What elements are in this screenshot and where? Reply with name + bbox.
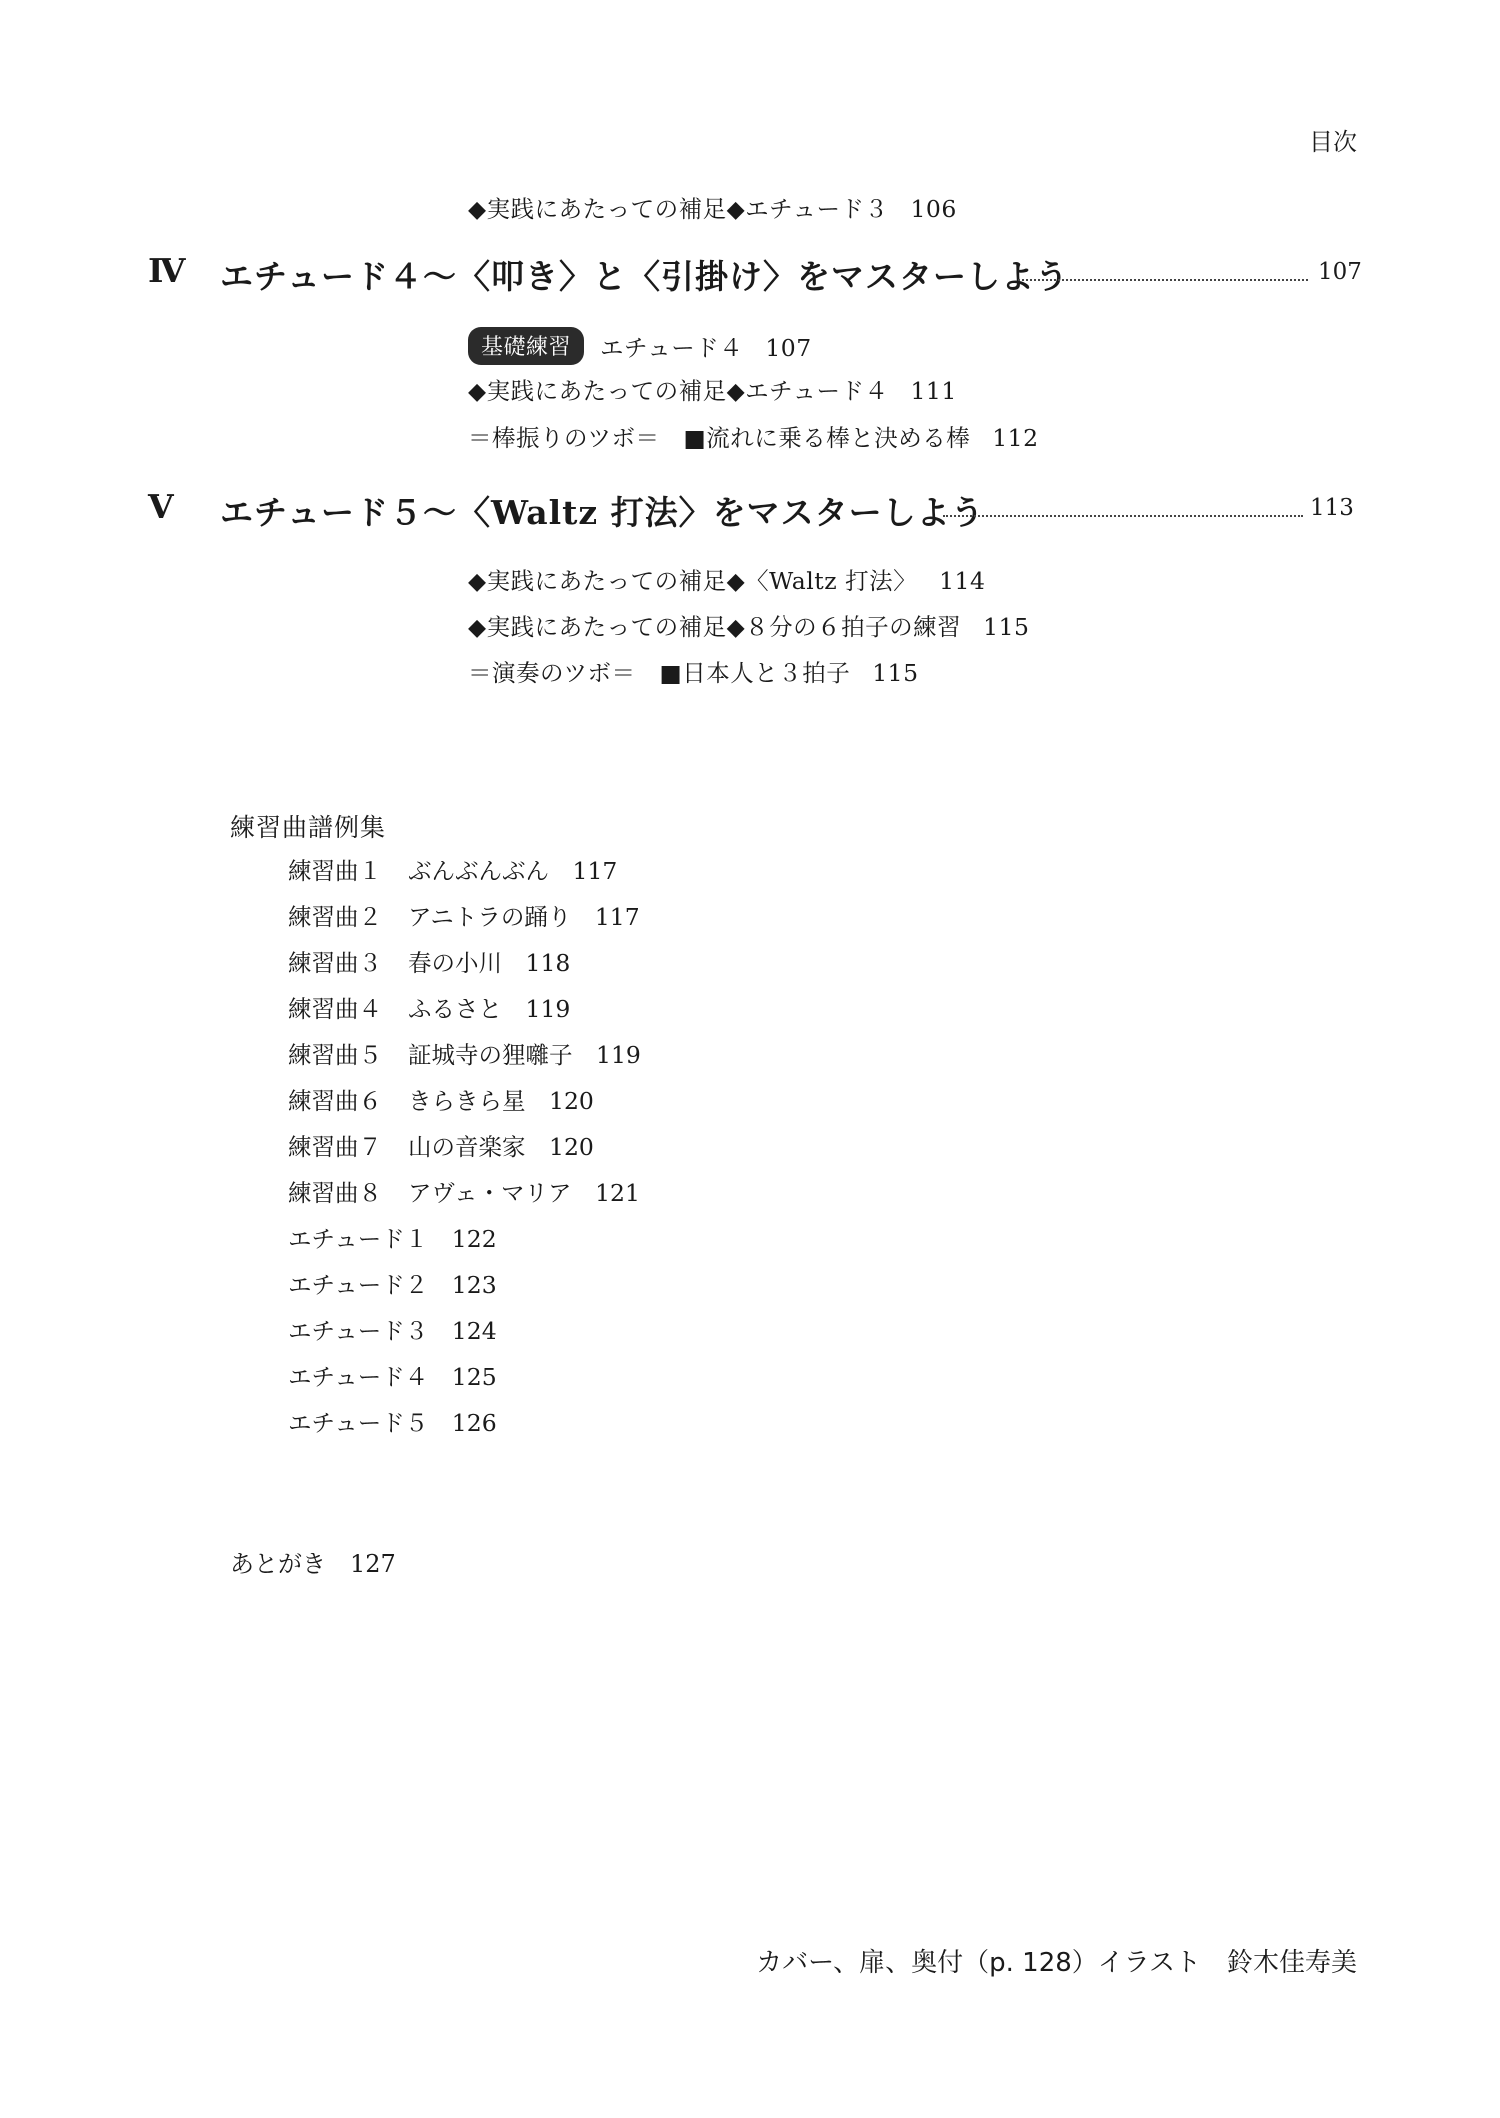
exercise-title: ふるさと [408,995,502,1023]
exercise-title: 春の小川 [408,949,502,977]
illustration-credit: カバー、扉、奥付（p. 128）イラスト 鈴木佳寿美 [756,1948,1357,1978]
basic-practice-badge: 基礎練習 [468,327,584,365]
exercise-row [288,1404,497,1438]
toc-item-text: ◆実践にあたっての補足◆エチュード３ [468,195,889,223]
exercise-page: 120 [549,1133,594,1161]
afterword-text: あとがき [230,1550,326,1578]
chapter-5-item-2 [468,608,1030,642]
chapter-5-page: 113 [1310,495,1354,521]
toc-item-text: ◆実践にあたっての補足◆〈Waltz 打法〉 [468,567,918,595]
toc-item-page: 111 [910,377,957,405]
exercise-row [288,1220,497,1254]
chapter-5-number: Ⅴ [148,487,174,526]
exercise-page: 122 [451,1225,497,1253]
exercise-label: エチュード４ [288,1363,429,1391]
toc-item-page: 115 [872,659,919,687]
exercise-label: 練習曲５ [288,1041,382,1069]
chapter-4-title: エチュード４〜〈叩き〉と〈引掛け〉をマスターしよう [220,257,1070,296]
toc-item-top [468,190,957,224]
exercise-label: 練習曲３ [288,949,382,977]
exercise-label: 練習曲７ [288,1133,382,1161]
exercise-row [288,1082,594,1116]
chapter-5-heading [148,487,1360,531]
toc-item-page: 114 [939,567,986,595]
exercise-label: 練習曲６ [288,1087,382,1115]
exercise-label: 練習曲１ [288,857,382,885]
exercise-label: 練習曲４ [288,995,382,1023]
exercise-row [288,1128,594,1162]
chapter-5-item-1 [468,562,985,596]
chapter-4-number: Ⅳ [148,251,186,290]
chapter-4-item-2 [468,372,957,406]
toc-item-text: ＝棒振りのツボ＝ ■流れに乗る棒と決める棒 [468,424,971,452]
exercise-page: 117 [572,857,618,885]
chapter-5-item-3 [468,654,919,688]
exercise-title: きらきら星 [408,1087,526,1115]
running-head: 目次 [1309,128,1357,156]
toc-item-page: 107 [765,334,812,362]
chapter-4-leader [1018,279,1308,281]
exercise-page: 119 [596,1041,641,1069]
exercise-label: 練習曲２ [288,903,382,931]
exercise-label: エチュード１ [288,1225,429,1253]
exercise-row [288,944,570,978]
exercise-row [288,1174,640,1208]
exercise-title: 山の音楽家 [408,1133,526,1161]
exercise-page: 126 [451,1409,497,1437]
exercise-page: 121 [595,1179,640,1207]
chapter-5-title: エチュード５〜〈Waltz 打法〉をマスターしよう [220,493,985,532]
toc-item-text: ◆実践にあたっての補足◆８分の６拍子の練習 [468,613,962,641]
exercise-title: ぶんぶんぶん [408,857,549,885]
exercise-title: 証城寺の狸囃子 [408,1041,573,1069]
exercise-label: エチュード５ [288,1409,429,1437]
toc-item-page: 106 [910,195,957,223]
chapter-4-page: 107 [1318,259,1362,285]
exercise-label: 練習曲８ [288,1179,382,1207]
exercise-page: 125 [451,1363,497,1391]
exercise-page: 120 [549,1087,594,1115]
toc-item-text: ＝演奏のツボ＝ ■日本人と３拍子 [468,659,851,687]
toc-item-text: ◆実践にあたっての補足◆エチュード４ [468,377,889,405]
afterword-page: 127 [350,1550,396,1578]
exercise-page: 117 [594,903,640,931]
exercise-page: 123 [451,1271,497,1299]
exercise-row [288,1312,497,1346]
exercise-row [288,898,640,932]
exercise-page: 118 [525,949,571,977]
exercise-label: エチュード２ [288,1271,429,1299]
chapter-5-leader [943,515,1303,517]
toc-item-page: 112 [992,424,1039,452]
exercise-row [288,990,570,1024]
exercise-row [288,852,617,886]
chapter-4-heading [148,251,1360,295]
toc-item-text: エチュード４ [600,334,744,362]
exercise-row [288,1036,641,1070]
chapter-4-item-1 [468,327,812,365]
afterword [230,1544,396,1579]
exercise-row [288,1358,497,1392]
exercise-title: アニトラの踊り [408,903,572,931]
exercise-page: 119 [525,995,571,1023]
exercises-heading: 練習曲譜例集 [230,813,387,842]
exercise-row [288,1266,497,1300]
exercise-page: 124 [451,1317,497,1345]
exercise-label: エチュード３ [288,1317,429,1345]
chapter-4-item-3 [468,419,1039,453]
exercise-title: アヴェ・マリア [408,1179,572,1207]
toc-item-page: 115 [983,613,1030,641]
